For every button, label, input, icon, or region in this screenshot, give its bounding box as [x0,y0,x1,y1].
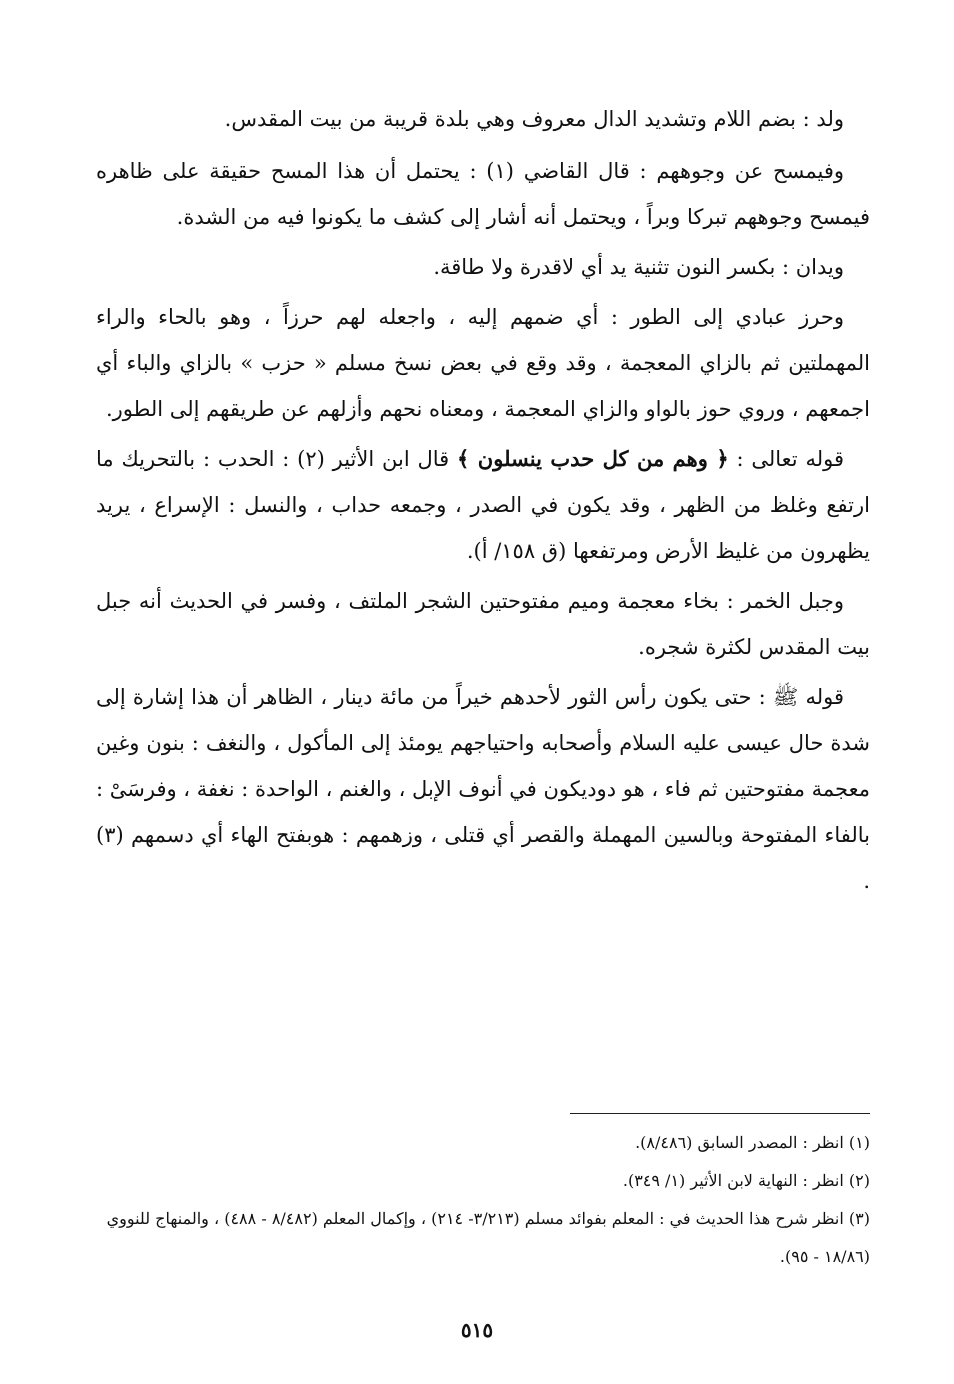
verse-commentary: قال ابن الأثير (٢) : الحدب : بالتحريك ما ارتفع وغلظ من الظهر ، وقد يكون في الصدر ، وجمعه حداب ، والنسل : الإسراع ، يريد يظهرون من غليظ الأرض ومرتفعها (ق ١٥٨/ أ). [96,447,870,563]
paragraph-verse [96,436,870,574]
footnote-divider [570,1113,870,1114]
verse-prefix: قوله تعالى : [728,447,844,471]
paragraph-walad: ولد : بضم اللام وتشديد الدال معروف وهي بلدة قريبة من بيت المقدس. [224,107,844,131]
main-text [96,96,870,908]
verse-quote: ﴿ وهم من كل حدب ينسلون ﴾ [457,446,729,471]
paragraph-yamsah: وفيمسح عن وجوههم : قال القاضي (١) : يحتمل أن هذا المسح حقيقة على ظاهره فيمسح وجوههم تبركا وبراً ، ويحتمل أنه أشار إلى كشف ما يكونوا فيه من الشدة. [96,159,870,229]
footnotes [96,1124,870,1276]
paragraph-thawr: قوله ﷺ : حتى يكون رأس الثور لأحدهم خيراً من مائة دينار ، الظاهر أن هذا إشارة إلى شدة حال عيسى عليه السلام وأصحابه واحتياجهم يومئذ إلى المأكول ، والنغف : بنون وغين معجمة مفتوحتين ثم فاء ، هو دوديكون في أنوف الإبل ، والغنم ، الواحدة : نغفة ، وفرسَىْ : بالفاء المفتوحة وبالسين المهملة والقصر أي قتلى ، وزهمهم : هوبفتح الهاء أي دسمهم (٣) . [96,685,870,893]
paragraph-khamar: وجبل الخمر : بخاء معجمة وميم مفتوحتين الشجر الملتف ، وفسر في الحديث أنه جبل بيت المقدس لكثرة شجره. [96,589,870,659]
page-number: ٥١٥ [460,1318,494,1342]
paragraph-yadan: ويدان : بكسر النون تثنية يد أي لاقدرة ولا طاقة. [433,255,844,279]
footnote-3: (٣) انظر شرح هذا الحديث في : المعلم بفوائد مسلم (٣/٢١٣- ٢١٤) ، وإكمال المعلم (٨/٤٨٢ - ٤٨٨) ، والمنهاج للنووي (١٨/٨٦ - ٩٥). [106,1209,870,1266]
footnote-2: (٢) انظر : النهاية لابن الأثير (١/ ٣٤٩). [622,1171,870,1190]
footnote-1: (١) انظر : المصدر السابق (٨/٤٨٦). [635,1133,870,1152]
paragraph-hirz: وحرز عبادي إلى الطور : أي ضمهم إليه ، واجعله لهم حرزاً ، وهو بالحاء والراء المهملتين ثم بالزاي المعجمة ، وقد وقع في بعض نسخ مسلم « حزب » بالزاي والباء أي اجمعهم ، وروي حوز بالواو والزاي المعجمة ، ومعناه نحهم وأزلهم عن طريقهم إلى الطور. [96,305,870,421]
